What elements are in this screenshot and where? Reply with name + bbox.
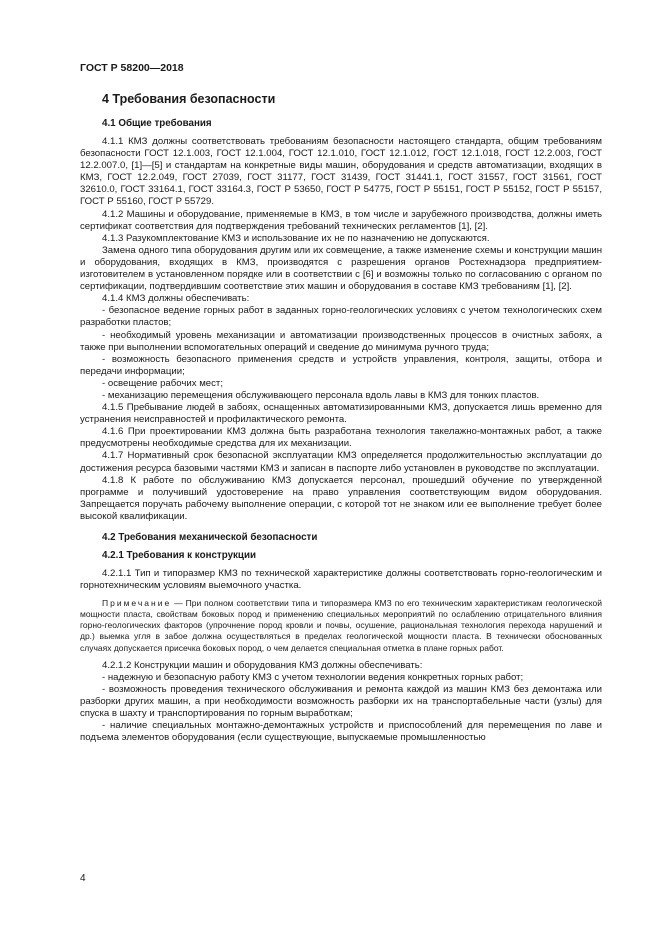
page-content [80, 92, 602, 744]
paragraph-replacement: Замена одного типа оборудования другим или их совмещение, а также изменение схемы и конструкции машин и оборудования, входящих в КМЗ, производятся с разрешения органов Ростехнадзора предприятием-изготовителем в установленном порядке или в соответствии с [6] и возможны только по согласованию с органом по сертификации, подтвердившим соответствие этих машин и оборудования в составе КМЗ требованиям [1], [2]. [80, 244, 602, 293]
list-item: - безопасное ведение горных работ в заданных горно-геологических условиях с учетом технологических схем разработки пластов; [80, 305, 602, 329]
subsection-title-construction: 4.2.1 Требования к конструкции [102, 550, 257, 561]
paragraph-4-1-7: 4.1.7 Нормативный срок безопасной эксплуатации КМЗ определяется продолжительностью эксплуатации до достижения ресурса базовыми частями КМЗ и записан в паспорте либо установлен в руководстве по эксплуатации. [80, 450, 602, 474]
paragraph-4-1-3: 4.1.3 Разукомплектование КМЗ и использование их не по назначению не допускаются. [102, 232, 490, 244]
note-label: Примечание [102, 598, 172, 609]
paragraph-4-1-6: 4.1.6 При проектировании КМЗ должна быть разработана технология такелажно-монтажных работ, а также предусмотрены необходимые средства для их механизации. [80, 426, 602, 450]
list-item: - наличие специальных монтажно-демонтажных устройств и приспособлений для перемещения по лаве и подъема элементов оборудования (если существующие, выпускаемые промышленностью [80, 720, 602, 744]
list-item: - возможность проведения технического обслуживания и ремонта каждой из машин КМЗ без демонтажа или разборки других машин, а при необходимости возможность разборки их на транспортабельные части (узлы) для спуска в шахту и транспортирования по горным выработкам; [80, 683, 602, 720]
paragraph-4-1-5: 4.1.5 Пребывание людей в забоях, оснащенных автоматизированными КМЗ, допускается лишь временно для устранения неисправностей и профилактического ремонта. [80, 402, 602, 426]
paragraph-4-2-1-2: 4.2.1.2 Конструкции машин и оборудования КМЗ должны обеспечивать: [102, 659, 423, 671]
section-title: 4 Требования безопасности [102, 92, 276, 106]
document-header: ГОСТ Р 58200—2018 [80, 62, 184, 74]
list-item: - надежную и безопасную работу КМЗ с учетом технологии ведения конкретных горных работ; [102, 671, 524, 683]
paragraph-4-1-4: 4.1.4 КМЗ должны обеспечивать: [102, 293, 250, 305]
list-item: - механизацию перемещения обслуживающего персонала вдоль лавы в КМЗ для тонких пластов. [102, 389, 540, 401]
subsection-title-general: 4.1 Общие требования [102, 118, 212, 129]
list-item: - возможность безопасного применения средств и устройств управления, контроля, защиты, отбора и передачи информации; [80, 353, 602, 377]
paragraph-4-1-8: 4.1.8 К работе по обслуживанию КМЗ допускается персонал, прошедший обучение по утвержденной программе и получивший удостоверение на право управления соответствующим видом оборудования. Запрещается поручать рабочему выполнение операции, с которой тот не знаком или ее выполнение требует более высокой квалификации. [80, 474, 602, 522]
note-text: — При полном соответствии типа и типоразмера КМЗ по его техническим характеристикам геологической мощности пласта, свойствам боковых пород и применению специальных мероприятий по ослаблению отрицательного влияния горно-геологических факторов (упрочнение пород кровли и почвы, осушение, рациональная технология перехода нарушений и др.) выемка угля в забое должна осуществляться в пределах геологической мощности пласта. В технически обоснованных случаях допускается присечка боковых пород, о чем делается специальная отметка в плане горных работ. [80, 598, 602, 653]
note-block [80, 598, 602, 653]
paragraph-4-2-1-1: 4.2.1.1 Тип и типоразмер КМЗ по технической характеристике должны соответствовать горно-геологическим и горнотехническим условиям выемочного участка. [80, 568, 602, 592]
list-item: - освещение рабочих мест; [102, 377, 223, 389]
subsection-title-mechanical: 4.2 Требования механической безопасности [102, 532, 318, 543]
paragraph-4-1-2: 4.1.2 Машины и оборудование, применяемые в КМЗ, в том числе и зарубежного производства, должны иметь сертификат соответствия для подтверждения требований технических регламентов [1], [2]. [80, 208, 602, 232]
page-number: 4 [80, 873, 86, 884]
list-item: - необходимый уровень механизации и автоматизации производственных процессов в очистных забоях, а также при выполнении вспомогательных операций и сведение до минимума ручного труда; [80, 329, 602, 353]
paragraph-4-1-1: 4.1.1 КМЗ должны соответствовать требованиям безопасности настоящего стандарта, общим требованиям безопасности ГОСТ 12.1.003, ГОСТ 12.1.004, ГОСТ 12.1.010, ГОСТ 12.1.012, ГОСТ 12.1.018, ГОСТ 12.2.003, ГОСТ 12.2.007.0, [1]—[5] и стандартам на конкретные виды машин, оборудования и средств автоматизации, входящих в КМЗ, ГОСТ 12.2.049, ГОСТ 27039, ГОСТ 31177, ГОСТ 31439, ГОСТ 31441.1, ГОСТ 31557, ГОСТ 31561, ГОСТ 32610.0, ГОСТ 33164.1, ГОСТ 33164.3, ГОСТ Р 53650, ГОСТ Р 54775, ГОСТ Р 55151, ГОСТ Р 55152, ГОСТ Р 55157, ГОСТ Р 55160, ГОСТ Р 55729. [80, 136, 602, 208]
